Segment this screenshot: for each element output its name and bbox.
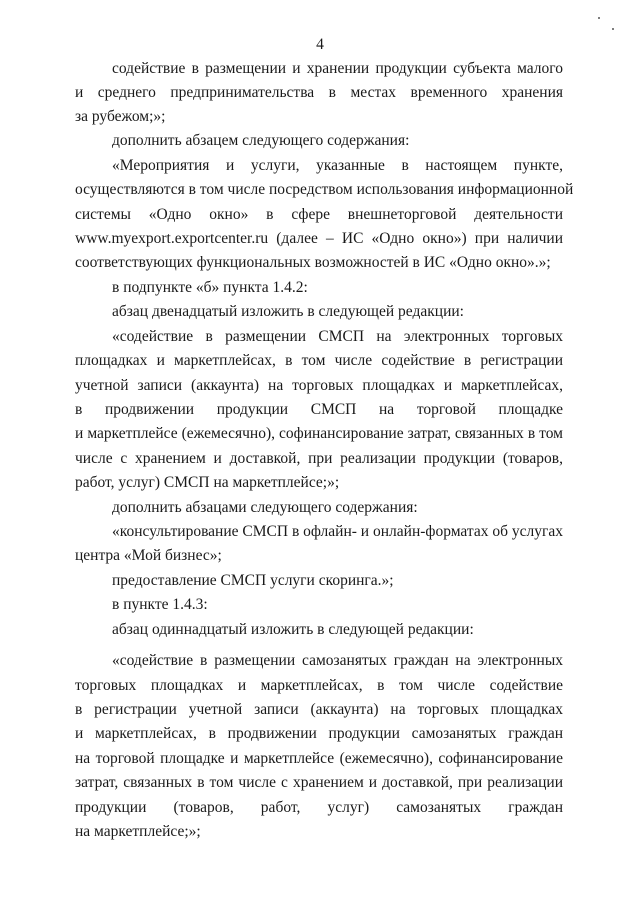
- text-line: предоставление СМСП услуги скоринга.»;: [112, 572, 394, 589]
- text-line: абзац одиннадцатый изложить в следующей редакции:: [112, 621, 474, 638]
- text-line: на торговой площадке и маркетплейсе (ежемесячно), софинансирование: [75, 750, 563, 767]
- text-line: и среднего предпринимательства в местах временного хранения: [75, 84, 563, 101]
- text-line: «консультирование СМСП в офлайн- и онлайн-форматах об услугах: [112, 523, 563, 540]
- text-line: соответствующих функциональных возможностей в ИС «Одно окно».»;: [75, 254, 551, 271]
- text-line: «содействие в размещении самозанятых граждан на электронных: [112, 652, 563, 669]
- text-line: в продвижении продукции СМСП на торговой площадке: [75, 401, 563, 418]
- text-line: содействие в размещении и хранении продукции субъекта малого: [112, 60, 563, 77]
- text-line: абзац двенадцатый изложить в следующей редакции:: [112, 303, 464, 320]
- text-line: на маркетплейсе;»;: [75, 823, 201, 840]
- text-line: в регистрации учетной записи (аккаунта) на торговых площадках: [75, 701, 563, 718]
- scan-speck: [612, 28, 614, 30]
- text-line: за рубежом;»;: [75, 108, 166, 125]
- text-line: и маркетплейсе (ежемесячно), софинансирование затрат, связанных в том: [75, 425, 563, 442]
- text-line: дополнить абзацем следующего содержания:: [112, 132, 410, 149]
- text-line: дополнить абзацами следующего содержания:: [112, 499, 418, 516]
- text-line: «содействие в размещении СМСП на электронных торговых: [112, 328, 563, 345]
- text-line: торговых площадках и маркетплейсах, в том числе содействие: [75, 677, 563, 694]
- text-line: учетной записи (аккаунта) на торговых площадках и маркетплейсах,: [75, 377, 563, 394]
- text-line: продукции (товаров, работ, услуг) самозанятых граждан: [75, 799, 563, 816]
- text-line: «Мероприятия и услуги, указанные в настоящем пункте,: [112, 157, 563, 174]
- text-line: в подпункте «б» пункта 1.4.2:: [112, 279, 308, 296]
- text-line: затрат, связанных в том числе с хранением и доставкой, при реализации: [75, 774, 563, 791]
- text-line: системы «Одно окно» в сфере внешнеторговой деятельности: [75, 206, 563, 223]
- scan-speck: [598, 17, 600, 19]
- text-line: осуществляются в том числе посредством использования информационной: [75, 181, 574, 198]
- text-line: www.myexport.exportcenter.ru (далее – ИС «Одно окно») при наличии: [75, 230, 563, 247]
- text-line: числе с хранением и доставкой, при реализации продукции (товаров,: [75, 450, 563, 467]
- text-line: и маркетплейсах, в продвижении продукции самозанятых граждан: [75, 725, 563, 742]
- text-line: площадках и маркетплейсах, в том числе содействие в регистрации: [75, 352, 563, 369]
- text-line: центра «Мой бизнес»;: [75, 547, 222, 564]
- text-line: в пункте 1.4.3:: [112, 596, 208, 613]
- page-number: 4: [316, 36, 324, 53]
- text-line: работ, услуг) СМСП на маркетплейсе;»;: [75, 474, 340, 491]
